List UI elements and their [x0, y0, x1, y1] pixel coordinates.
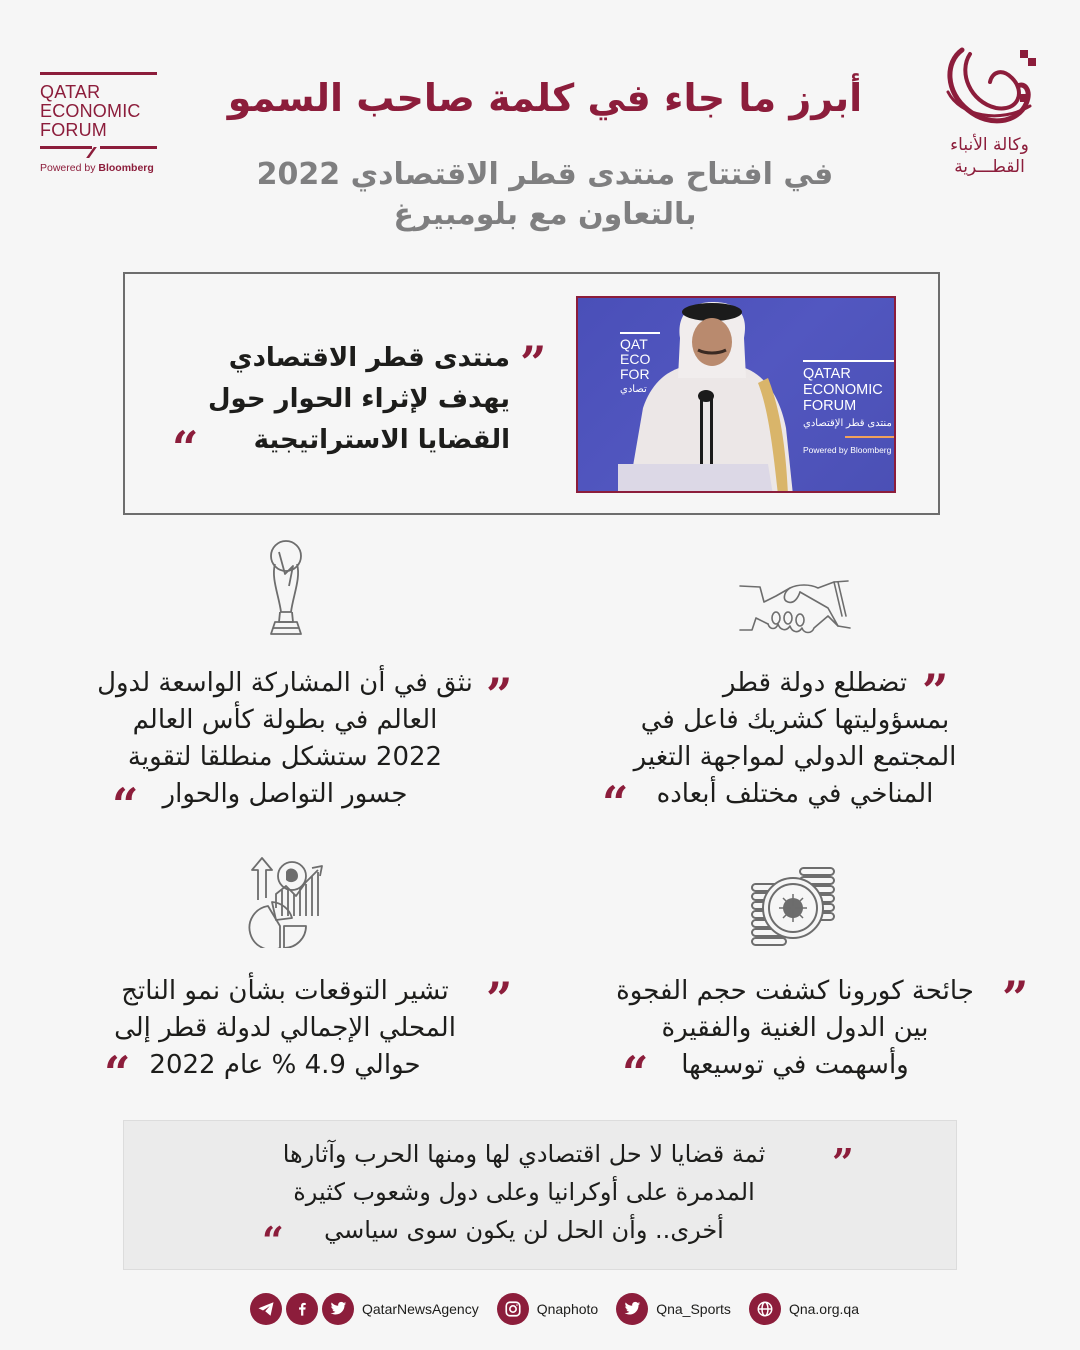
- open-quote-mark: ”: [486, 668, 513, 722]
- close-quote-mark: “: [602, 776, 629, 830]
- close-quote-mark: “: [104, 1046, 131, 1100]
- quote-line: منتدى قطر الاقتصادي: [228, 343, 510, 373]
- quote-line: حوالي 4.9 % عام 2022: [149, 1050, 421, 1080]
- featured-quote-text: [180, 338, 510, 461]
- quote-line: ثمة قضايا لا حل اقتصادي لها ومنها الحرب وآثارها: [282, 1140, 766, 1168]
- telegram-icon[interactable]: [250, 1293, 282, 1325]
- covid-gap-quote: [590, 973, 1000, 1084]
- coins-virus-icon: [750, 866, 836, 950]
- quote-line: نثق في أن المشاركة الواسعة لدول: [97, 668, 473, 698]
- open-quote-mark: ”: [486, 972, 513, 1026]
- facebook-icon[interactable]: [286, 1293, 318, 1325]
- qna-logo-arabic-line2: القطـــرية: [954, 157, 1025, 177]
- quote-line: تشير التوقعات بشأن نمو الناتج: [121, 976, 449, 1006]
- website-link[interactable]: Qna.org.qa: [788, 1301, 859, 1317]
- instagram-handle[interactable]: Qnaphoto: [536, 1301, 599, 1317]
- quote-line: القضايا الاستراتيجية: [253, 425, 510, 455]
- world-cup-quote: [90, 665, 480, 813]
- twitter-icon[interactable]: [322, 1293, 354, 1325]
- twitter-handle-qna[interactable]: QatarNewsAgency: [362, 1301, 479, 1317]
- close-quote-mark: “: [622, 1046, 649, 1100]
- growth-chart-icon: [238, 856, 332, 948]
- quote-line: تضطلع دولة قطر: [722, 668, 908, 698]
- quote-line: المدمرة على أوكرانيا وعلى دول وشعوب كثيرة: [293, 1178, 755, 1206]
- twitter-handle-sports[interactable]: Qna_Sports: [656, 1301, 731, 1317]
- qef-logo-line3: FORUM: [40, 120, 107, 140]
- qef-logo-line1: QATAR: [40, 82, 101, 102]
- page-title: أبرز ما جاء في كلمة صاحب السمو: [227, 76, 863, 120]
- qna-logo-arabic-line1: وكالة الأنباء: [950, 135, 1029, 155]
- page-subtitle: [200, 155, 890, 235]
- climate-quote: [590, 665, 1000, 813]
- quote-line: 2022 ستشكل منطلقا لتقوية: [127, 742, 443, 772]
- social-footer: [250, 1290, 877, 1328]
- quote-line: العالم في بطولة كأس العالم: [132, 705, 438, 735]
- qef-powered-by: Powered by Bloomberg: [40, 162, 154, 174]
- qef-logo-line2: ECONOMIC: [40, 101, 141, 121]
- subtitle-line2: بالتعاون مع بلومبيرغ: [393, 197, 697, 232]
- twitter-icon[interactable]: [616, 1293, 648, 1325]
- backdrop-logo-right: QATAR ECONOMIC FORUM منتدى قطر الإقتصادي Powered by Bloomberg: [803, 360, 896, 458]
- quote-line: جائحة كورونا كشفت حجم الفجوة: [616, 976, 974, 1006]
- handshake-icon: [738, 578, 852, 638]
- open-quote-mark: ”: [832, 1140, 854, 1185]
- quote-line: جسور التواصل والحوار: [162, 779, 408, 809]
- speaker-figure: [618, 298, 808, 493]
- quote-line: وأسهمت في توسيعها: [681, 1050, 909, 1080]
- quote-line: بمسؤوليتها كشريك فاعل في: [640, 705, 950, 735]
- quote-line: المناخي في مختلف أبعاده: [656, 779, 934, 809]
- backdrop-logo-left: QAT ECO FOR تصادي: [620, 332, 660, 397]
- qatar-economic-forum-logo: [40, 72, 157, 174]
- open-quote-mark: ”: [1002, 971, 1029, 1025]
- quote-line: المجتمع الدولي لمواجهة التغير: [633, 742, 957, 772]
- quote-line: بين الدول الغنية والفقيرة: [661, 1013, 929, 1043]
- quote-line: المحلي الإجمالي لدولة قطر إلى: [114, 1013, 456, 1043]
- close-quote-mark: “: [112, 778, 139, 832]
- world-cup-trophy-icon: [265, 538, 307, 642]
- logo-speech-rule: [40, 146, 157, 158]
- qna-emblem-icon: [940, 42, 1040, 130]
- subtitle-line1: في افتتاح منتدى قطر الاقتصادي 2022: [256, 157, 834, 192]
- close-quote-mark: “: [172, 421, 199, 475]
- speaker-photo: [576, 296, 896, 493]
- quote-line: يهدف لإثراء الحوار حول: [208, 384, 510, 414]
- open-quote-mark: ”: [922, 664, 949, 718]
- instagram-icon[interactable]: [497, 1293, 529, 1325]
- qna-logo: [932, 42, 1047, 178]
- open-quote-mark: ”: [520, 336, 547, 390]
- globe-icon[interactable]: [749, 1293, 781, 1325]
- close-quote-mark: “: [262, 1218, 284, 1263]
- gdp-growth-quote: [90, 973, 480, 1084]
- quote-line: أخرى.. وأن الحل لن يكون سوى سياسي: [324, 1216, 724, 1244]
